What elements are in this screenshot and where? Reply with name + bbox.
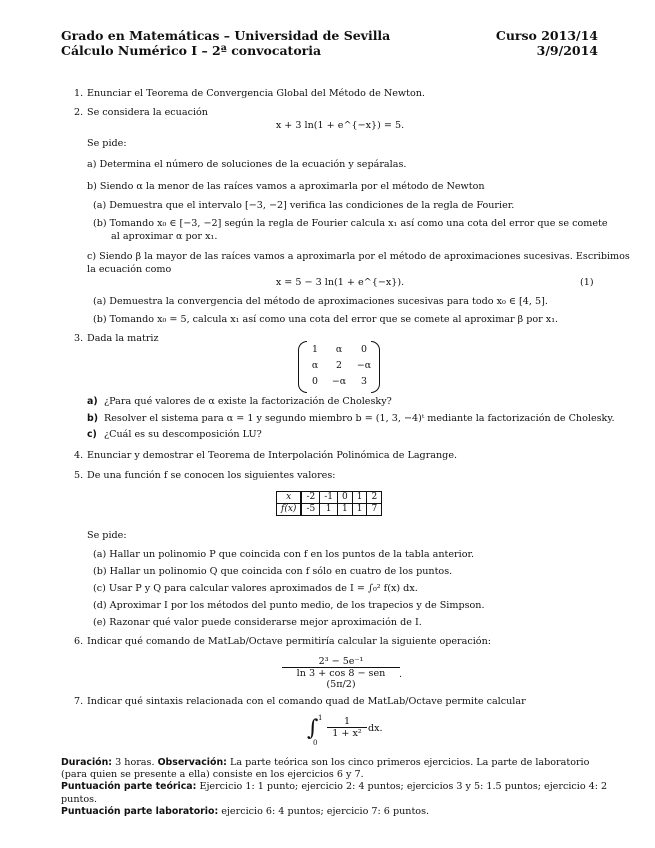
footer-lab-line <box>61 806 429 818</box>
table-cell: 2 <box>367 492 382 504</box>
matrix-cell: 2 <box>336 360 342 371</box>
table-cell: 1 <box>352 504 367 516</box>
q3-b-label: b) <box>87 413 98 424</box>
table-row <box>277 504 382 516</box>
q5-se-pide: Se pide: <box>87 530 127 541</box>
q2-se-pide: Se pide: <box>87 138 127 149</box>
duration-value: 3 horas. <box>115 757 155 768</box>
q3-a-label: a) <box>87 396 98 407</box>
q4-number: 4. <box>74 450 84 461</box>
q2-part-c-line2: la ecuación como <box>87 264 172 275</box>
table-cell: 7 <box>367 504 382 516</box>
q5-part-a: (a) Hallar un polinomio P que coincida con f en los puntos de la tabla anterior. <box>93 549 475 560</box>
table-cell: x <box>277 492 302 504</box>
q5-number: 5. <box>74 470 84 481</box>
table-cell: -5 <box>301 504 319 516</box>
q5-part-e: (e) Razonar qué valor puede considerarse mejor aproximación de I. <box>93 617 422 628</box>
matrix-cell: 3 <box>361 376 367 387</box>
matrix-cell: −α <box>356 360 372 371</box>
q3-part-c: ¿Cuál es su descomposición LU? <box>104 429 262 440</box>
table-cell: 0 <box>338 492 353 504</box>
q6-fraction <box>282 656 403 690</box>
q3-number: 3. <box>74 333 84 344</box>
q2-part-c1: (a) Demuestra la convergencia del método de aproximaciones sucesivas para todo x₀ ∈ [4, 5]. <box>93 296 548 307</box>
footer-theory-line <box>61 781 607 793</box>
q2-part-c-line1: c) Siendo β la mayor de las raíces vamos a aproximarla por el método de aproximaciones sucesivas. Escribimos <box>87 251 630 262</box>
table-cell: 1 <box>338 504 353 516</box>
q2-part-b2-line1: (b) Tomando x₀ ∈ [−3, −2] según la regla de Fourier calcula x₁ así como una cota del error que se comete <box>93 218 608 229</box>
q3-matrix <box>298 341 380 391</box>
q5-intro: De una función f se conocen los siguientes valores: <box>87 470 336 481</box>
q6-period: . <box>399 669 403 680</box>
table-cell: -1 <box>320 492 338 504</box>
q3-c-label: c) <box>87 429 97 440</box>
q2-part-b1: (a) Demuestra que el intervalo [−3, −2] verifica las condiciones de la regla de Fourier. <box>93 200 515 211</box>
matrix-cell: 0 <box>312 376 318 387</box>
q7-lower-limit: 0 <box>313 739 318 747</box>
q5-values-table <box>276 491 382 516</box>
q7-upper-limit: 1 <box>318 714 323 722</box>
matrix-cell: α <box>335 344 343 355</box>
q5-part-c: (c) Usar P y Q para calcular valores aproximados de I = ∫₀² f(x) dx. <box>93 583 418 594</box>
q6-numerator: 2³ − 5e⁻¹ <box>318 656 364 667</box>
q2-part-b2-line2: al aproximar α por x₁. <box>111 231 218 242</box>
table-cell: 1 <box>320 504 338 516</box>
q2-equation: x + 3 ln(1 + e^{−x}) = 5. <box>275 120 405 131</box>
q7-denominator: 1 + x² <box>327 727 367 739</box>
theory-points-line2: puntos. <box>61 794 98 805</box>
q1-text: Enunciar el Teorema de Convergencia Global del Método de Newton. <box>87 88 425 99</box>
q2-c-equation: x = 5 − 3 ln(1 + e^{−x}). <box>275 277 405 288</box>
q4-text: Enunciar y demostrar el Teorema de Interpolación Polinómica de Lagrange. <box>87 450 458 461</box>
matrix-cell: 0 <box>361 344 367 355</box>
q2-part-a: a) Determina el número de soluciones de la ecuación y sepáralas. <box>87 159 407 170</box>
duration-label: Duración: <box>61 757 113 768</box>
footer-duration-line <box>61 757 589 769</box>
q3-intro: Dada la matriz <box>87 333 159 344</box>
header-year: Curso 2013/14 <box>495 28 598 43</box>
q3-part-a: ¿Para qué valores de α existe la factorización de Cholesky? <box>104 396 392 407</box>
header-degree: Grado en Matemáticas – Universidad de Sevilla <box>61 28 391 43</box>
q5-part-d: (d) Aproximar I por los métodos del punto medio, de los trapecios y de Simpson. <box>93 600 485 611</box>
q1-number: 1. <box>74 88 84 99</box>
matrix-cell: 1 <box>312 344 318 355</box>
q2-number: 2. <box>74 107 84 118</box>
header-date: 3/9/2014 <box>536 43 598 58</box>
theory-points-line1: Ejercicio 1: 1 punto; ejercicio 2: 4 puntos; ejercicios 3 y 5: 1.5 puntos; ejercicio 4: 2 <box>199 781 608 792</box>
q7-text: Indicar qué sintaxis relacionada con el comando quad de MatLab/Octave permite calcular <box>87 696 526 707</box>
observation-line2: (para quien se presente a ella) consiste en los ejercicios 6 y 7. <box>61 769 364 780</box>
matrix-cell: −α <box>331 376 347 387</box>
q2-c-equation-number: (1) <box>580 277 594 288</box>
matrix-cell: α <box>311 360 319 371</box>
q7-dx: dx. <box>368 723 383 734</box>
lab-points-label: Puntuación parte laboratorio: <box>61 806 219 817</box>
table-cell: 1 <box>352 492 367 504</box>
q7-fraction <box>327 716 367 739</box>
observation-line1: La parte teórica son los cinco primeros ejercicios. La parte de laboratorio <box>229 757 590 768</box>
observation-label: Observación: <box>157 757 227 768</box>
table-row <box>277 492 382 504</box>
q2-intro: Se considera la ecuación <box>87 107 208 118</box>
header-course: Cálculo Numérico I – 2ª convocatoria <box>61 43 322 58</box>
q6-number: 6. <box>74 636 84 647</box>
q6-text: Indicar qué comando de MatLab/Octave permitiría calcular la siguiente operación: <box>87 636 491 647</box>
q2-part-c2: (b) Tomando x₀ = 5, calcula x₁ así como una cota del error que se comete al aproximar β por x₁. <box>93 314 559 325</box>
table-cell: -2 <box>301 492 319 504</box>
q7-number: 7. <box>74 696 84 707</box>
theory-points-label: Puntuación parte teórica: <box>61 781 197 792</box>
q5-part-b: (b) Hallar un polinomio Q que coincida con f sólo en cuatro de los puntos. <box>93 566 453 577</box>
integral-sign-icon: ∫ <box>307 716 319 741</box>
table-cell: f(x) <box>277 504 302 516</box>
q7-numerator: 1 <box>343 716 351 727</box>
lab-points-value: ejercicio 6: 4 puntos; ejercicio 7: 6 puntos. <box>221 806 430 817</box>
q6-denominator: ln 3 + cos 8 − sen (5π/2) <box>282 667 400 690</box>
q2-part-b: b) Siendo α la menor de las raíces vamos a aproximarla por el método de Newton <box>87 181 485 192</box>
q3-part-b: Resolver el sistema para α = 1 y segundo miembro b = (1, 3, −4)ᵗ mediante la factorización de Cholesky. <box>104 413 615 424</box>
